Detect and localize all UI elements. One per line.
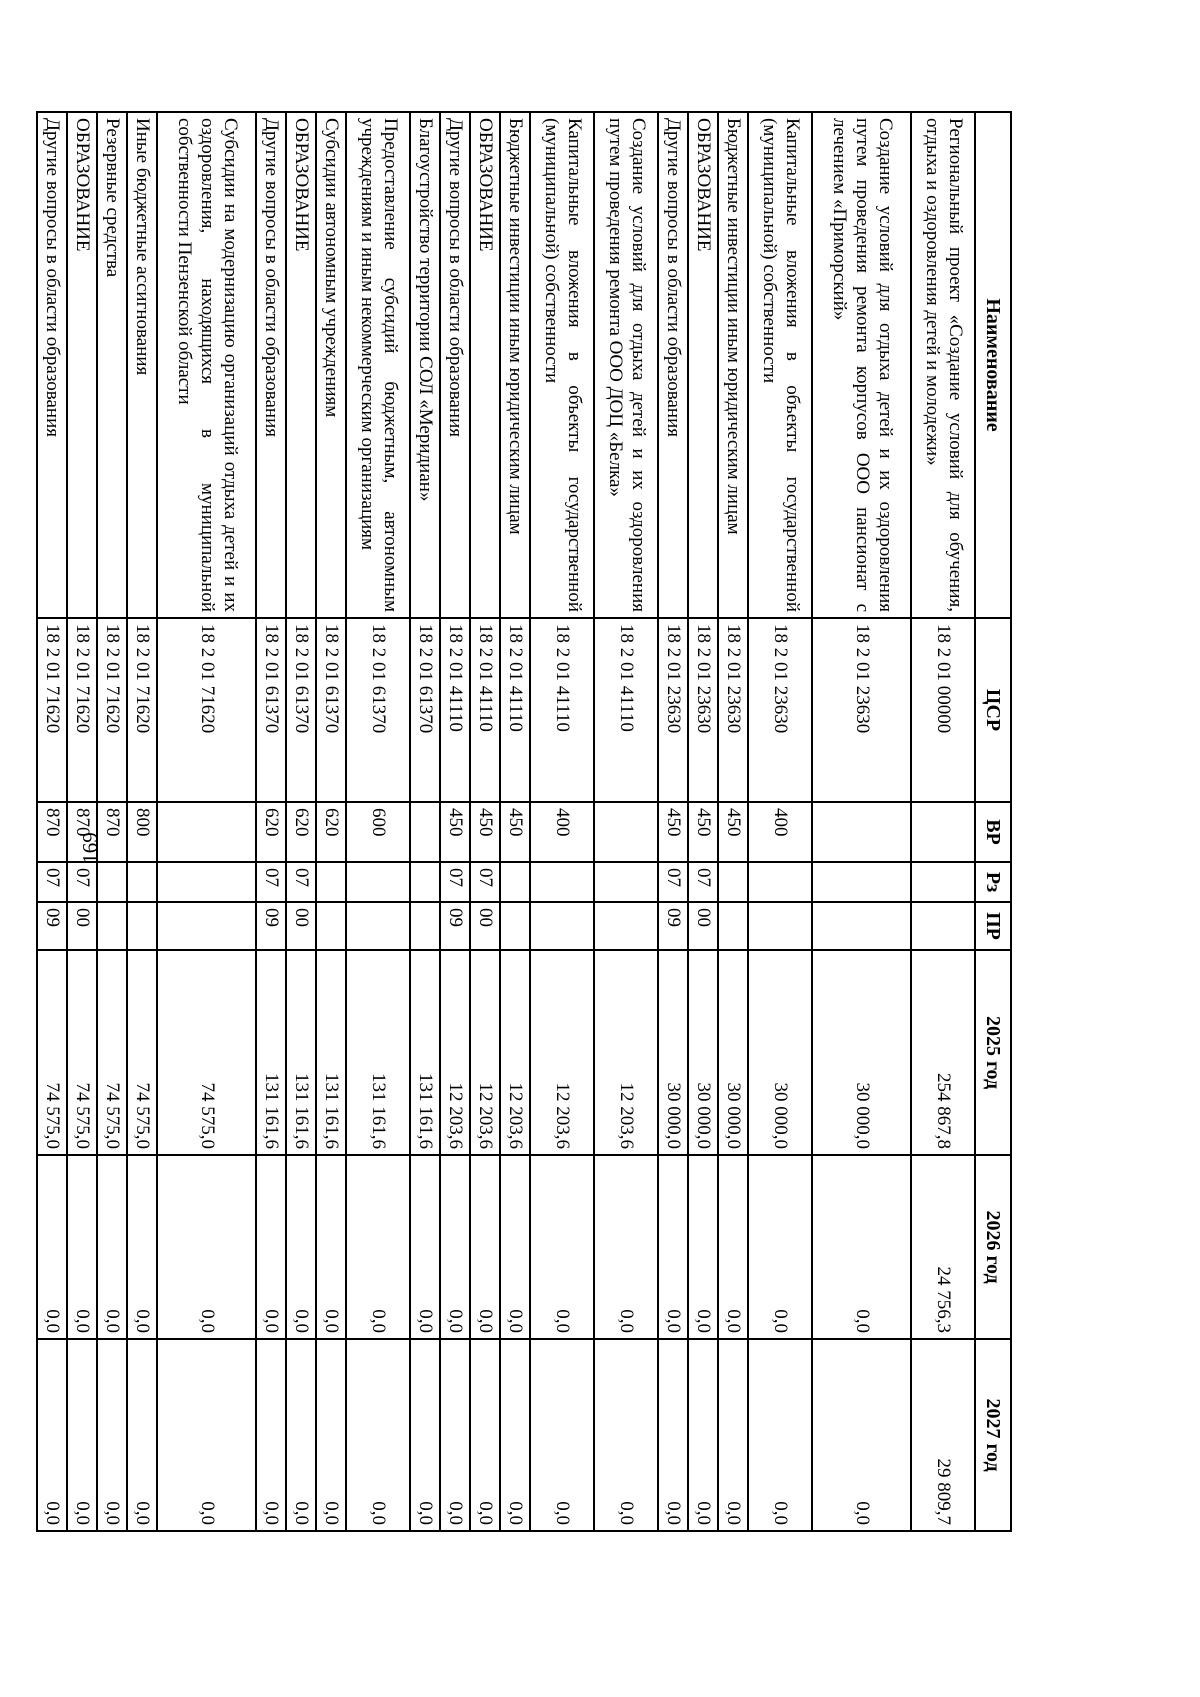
table-header-row: [975, 112, 1011, 1531]
table-row: [658, 112, 688, 1531]
row-pr: 00: [67, 902, 97, 950]
row-2026: 0,0: [97, 1155, 127, 1339]
row-vr: 620: [316, 802, 346, 862]
header-pr: ПР: [975, 902, 1011, 950]
table-row: [410, 112, 440, 1531]
row-vr: 620: [286, 802, 316, 862]
row-2026: 0,0: [346, 1155, 410, 1339]
row-csr: 18 2 01 41110: [530, 618, 594, 802]
row-rz: [812, 862, 911, 902]
table-row: [748, 112, 812, 1531]
row-2027: 0,0: [37, 1339, 67, 1531]
row-csr: 18 2 01 61370: [256, 618, 286, 802]
row-pr: [911, 902, 975, 950]
row-rz: 07: [658, 862, 688, 902]
row-pr: 09: [37, 902, 67, 950]
row-vr: 400: [530, 802, 594, 862]
row-pr: 09: [658, 902, 688, 950]
row-2025: 74 575,0: [67, 950, 97, 1155]
row-2026: 24 756,3: [911, 1155, 975, 1339]
row-vr: [410, 802, 440, 862]
row-2025: 12 203,6: [530, 950, 594, 1155]
row-pr: [718, 902, 748, 950]
row-pr: 00: [286, 902, 316, 950]
row-2026: 0,0: [812, 1155, 911, 1339]
row-rz: 07: [256, 862, 286, 902]
row-vr: 450: [658, 802, 688, 862]
row-2026: 0,0: [500, 1155, 530, 1339]
row-vr: [157, 802, 256, 862]
row-name: ОБРАЗОВАНИЕ: [286, 112, 316, 618]
row-2026: 0,0: [37, 1155, 67, 1339]
row-rz: [316, 862, 346, 902]
row-vr: 870: [67, 802, 97, 862]
table-row: [812, 112, 911, 1531]
row-vr: 400: [748, 802, 812, 862]
row-2025: 131 161,6: [316, 950, 346, 1155]
row-name: Создание условий для отдыха детей и их оздоровления путем проведения ремонта ООО ДОЦ «Белка»: [594, 112, 658, 618]
row-rz: [410, 862, 440, 902]
row-vr: 450: [718, 802, 748, 862]
row-rz: [911, 862, 975, 902]
header-vr: ВР: [975, 802, 1011, 862]
row-rz: 07: [67, 862, 97, 902]
row-2026: 0,0: [67, 1155, 97, 1339]
row-2027: 0,0: [286, 1339, 316, 1531]
row-name: Другие вопросы в области образования: [658, 112, 688, 618]
row-2027: 0,0: [748, 1339, 812, 1531]
row-name: Иные бюджетные ассигнования: [127, 112, 157, 618]
header-2025: 2025 год: [975, 950, 1011, 1155]
row-2026: 0,0: [748, 1155, 812, 1339]
row-name: Создание условий для отдыха детей и их оздоровления путем проведения ремонта корпусов ООО пансионат с лечением «Приморский»: [812, 112, 911, 618]
row-2026: 0,0: [316, 1155, 346, 1339]
row-rz: [346, 862, 410, 902]
table-row: [346, 112, 410, 1531]
row-name: ОБРАЗОВАНИЕ: [688, 112, 718, 618]
row-2027: 0,0: [346, 1339, 410, 1531]
row-2025: 254 867,8: [911, 950, 975, 1155]
table-row: [530, 112, 594, 1531]
row-csr: 18 2 01 61370: [286, 618, 316, 802]
row-rz: [97, 862, 127, 902]
row-2027: 0,0: [688, 1339, 718, 1531]
row-2026: 0,0: [286, 1155, 316, 1339]
row-pr: [812, 902, 911, 950]
table-body: [37, 112, 975, 1531]
row-2026: 0,0: [470, 1155, 500, 1339]
row-pr: [316, 902, 346, 950]
row-2027: 0,0: [316, 1339, 346, 1531]
header-rz: Рз: [975, 862, 1011, 902]
row-csr: 18 2 01 41110: [500, 618, 530, 802]
row-pr: [410, 902, 440, 950]
row-rz: [748, 862, 812, 902]
row-vr: 600: [346, 802, 410, 862]
row-2026: 0,0: [530, 1155, 594, 1339]
row-2025: 12 203,6: [440, 950, 470, 1155]
row-name: Благоустройство территории СОЛ «Меридиан»: [410, 112, 440, 618]
table-row: [470, 112, 500, 1531]
row-2025: 30 000,0: [748, 950, 812, 1155]
row-csr: 18 2 01 61370: [346, 618, 410, 802]
row-name: ОБРАЗОВАНИЕ: [470, 112, 500, 618]
row-vr: 870: [97, 802, 127, 862]
row-pr: [530, 902, 594, 950]
row-vr: 870: [37, 802, 67, 862]
row-2026: 0,0: [127, 1155, 157, 1339]
row-2027: 0,0: [594, 1339, 658, 1531]
row-2026: 0,0: [440, 1155, 470, 1339]
row-pr: [748, 902, 812, 950]
row-csr: 18 2 01 71620: [127, 618, 157, 802]
row-2025: 74 575,0: [127, 950, 157, 1155]
row-vr: 450: [500, 802, 530, 862]
table-row: [67, 112, 97, 1531]
page-number: 169: [77, 832, 102, 864]
row-2025: 74 575,0: [97, 950, 127, 1155]
row-name: Бюджетные инвестиции иным юридическим лицам: [500, 112, 530, 618]
row-vr: [812, 802, 911, 862]
row-2027: 0,0: [440, 1339, 470, 1531]
row-2027: 0,0: [127, 1339, 157, 1531]
row-pr: 09: [256, 902, 286, 950]
row-pr: [157, 902, 256, 950]
row-vr: 450: [470, 802, 500, 862]
row-2025: 30 000,0: [688, 950, 718, 1155]
row-pr: 00: [688, 902, 718, 950]
row-name: Региональный проект «Создание условий для обучения, отдыха и оздоровления детей и молодежи»: [911, 112, 975, 618]
row-2027: 0,0: [97, 1339, 127, 1531]
row-vr: [594, 802, 658, 862]
row-csr: 18 2 01 61370: [316, 618, 346, 802]
row-name: Капитальные вложения в объекты государственной (муниципальной) собственности: [530, 112, 594, 618]
row-csr: 18 2 01 71620: [97, 618, 127, 802]
row-name: Бюджетные инвестиции иным юридическим лицам: [718, 112, 748, 618]
row-vr: 620: [256, 802, 286, 862]
row-name: Капитальные вложения в объекты государственной (муниципальной) собственности: [748, 112, 812, 618]
header-csr: ЦСР: [975, 618, 1011, 802]
row-2026: 0,0: [658, 1155, 688, 1339]
row-2027: 0,0: [67, 1339, 97, 1531]
table-row: [911, 112, 975, 1531]
row-2025: 74 575,0: [37, 950, 67, 1155]
row-2027: 0,0: [718, 1339, 748, 1531]
row-2027: 0,0: [157, 1339, 256, 1531]
row-rz: [594, 862, 658, 902]
header-2027: 2027 год: [975, 1339, 1011, 1531]
row-rz: [127, 862, 157, 902]
table-row: [688, 112, 718, 1531]
table-row: [127, 112, 157, 1531]
row-name: Резервные средства: [97, 112, 127, 618]
row-name: Субсидии на модернизацию организаций отдыха детей и их оздоровления, находящихся в муниципальной собственности Пензенской области: [157, 112, 256, 618]
row-2027: 0,0: [470, 1339, 500, 1531]
row-csr: 18 2 01 41110: [470, 618, 500, 802]
row-csr: 18 2 01 71620: [67, 618, 97, 802]
row-csr: 18 2 01 23630: [688, 618, 718, 802]
table-row: [316, 112, 346, 1531]
row-2027: 0,0: [812, 1339, 911, 1531]
row-csr: 18 2 01 71620: [37, 618, 67, 802]
row-2027: 29 809,7: [911, 1339, 975, 1531]
row-vr: 450: [440, 802, 470, 862]
row-name: Другие вопросы в области образования: [37, 112, 67, 618]
row-name: Другие вопросы в области образования: [440, 112, 470, 618]
row-2026: 0,0: [410, 1155, 440, 1339]
table-row: [256, 112, 286, 1531]
header-2026: 2026 год: [975, 1155, 1011, 1339]
row-pr: [127, 902, 157, 950]
row-csr: 18 2 01 23630: [658, 618, 688, 802]
row-2025: 30 000,0: [718, 950, 748, 1155]
row-rz: 07: [470, 862, 500, 902]
table-row: [440, 112, 470, 1531]
row-pr: 09: [440, 902, 470, 950]
row-rz: [500, 862, 530, 902]
row-rz: [530, 862, 594, 902]
row-2026: 0,0: [718, 1155, 748, 1339]
row-2025: 131 161,6: [286, 950, 316, 1155]
row-2025: 30 000,0: [812, 950, 911, 1155]
row-2026: 0,0: [688, 1155, 718, 1339]
row-pr: [594, 902, 658, 950]
row-csr: 18 2 01 23630: [812, 618, 911, 802]
row-csr: 18 2 01 41110: [440, 618, 470, 802]
row-2027: 0,0: [530, 1339, 594, 1531]
row-pr: [97, 902, 127, 950]
row-csr: 18 2 01 61370: [410, 618, 440, 802]
row-2025: 131 161,6: [410, 950, 440, 1155]
row-2027: 0,0: [658, 1339, 688, 1531]
row-csr: 18 2 01 23630: [718, 618, 748, 802]
row-csr: 18 2 01 00000: [911, 618, 975, 802]
row-csr: 18 2 01 71620: [157, 618, 256, 802]
row-2027: 0,0: [256, 1339, 286, 1531]
table-row: [97, 112, 127, 1531]
table-row: [500, 112, 530, 1531]
row-2026: 0,0: [256, 1155, 286, 1339]
row-2027: 0,0: [410, 1339, 440, 1531]
row-name: ОБРАЗОВАНИЕ: [67, 112, 97, 618]
row-csr: 18 2 01 23630: [748, 618, 812, 802]
row-pr: [346, 902, 410, 950]
row-vr: [911, 802, 975, 862]
header-name: Наименование: [975, 112, 1011, 618]
row-2025: 12 203,6: [500, 950, 530, 1155]
row-rz: [157, 862, 256, 902]
row-2025: 131 161,6: [346, 950, 410, 1155]
row-pr: 00: [470, 902, 500, 950]
row-2027: 0,0: [500, 1339, 530, 1531]
table-row: [594, 112, 658, 1531]
table-row: [157, 112, 256, 1531]
table-row: [718, 112, 748, 1531]
row-name: Субсидии автономным учреждениям: [316, 112, 346, 618]
row-2025: 12 203,6: [594, 950, 658, 1155]
row-rz: 07: [37, 862, 67, 902]
row-rz: 07: [286, 862, 316, 902]
row-name: Предоставление субсидий бюджетным, автономным учреждениям и иным некоммерческим организациям: [346, 112, 410, 618]
row-2026: 0,0: [157, 1155, 256, 1339]
budget-table: [36, 111, 1012, 1532]
row-2025: 131 161,6: [256, 950, 286, 1155]
table-row: [286, 112, 316, 1531]
table-row: [37, 112, 67, 1531]
row-2025: 12 203,6: [470, 950, 500, 1155]
row-csr: 18 2 01 41110: [594, 618, 658, 802]
row-vr: 450: [688, 802, 718, 862]
row-2025: 30 000,0: [658, 950, 688, 1155]
row-rz: [718, 862, 748, 902]
row-rz: 07: [440, 862, 470, 902]
row-vr: 800: [127, 802, 157, 862]
row-2025: 74 575,0: [157, 950, 256, 1155]
row-rz: 07: [688, 862, 718, 902]
row-2026: 0,0: [594, 1155, 658, 1339]
row-name: Другие вопросы в области образования: [256, 112, 286, 618]
row-pr: [500, 902, 530, 950]
